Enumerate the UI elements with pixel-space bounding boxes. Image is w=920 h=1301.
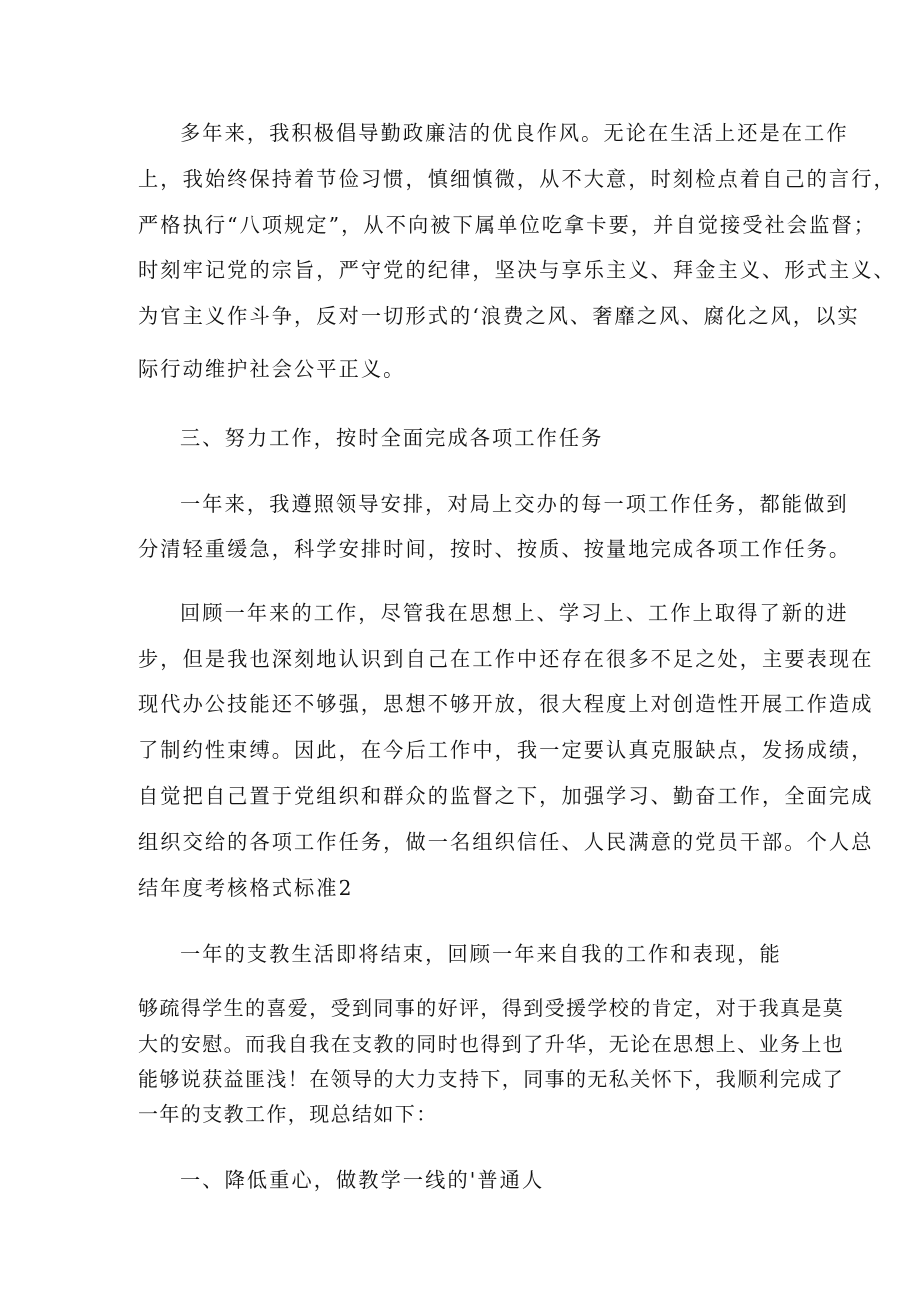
paragraph-line: 现代办公技能还不够强，思想不够开放，很大程度上对创造性开展工作造成 xyxy=(138,692,874,716)
paragraph-line: 组织交给的各项工作任务，做一名组织信任、人民满意的党员干部。个人总 xyxy=(138,830,874,854)
paragraph-line: 结年度考核格式标准2 xyxy=(138,876,354,900)
paragraph-line: 分清轻重缓急，科学安排时间，按时、按质、按量地完成各项工作任务。 xyxy=(138,537,852,561)
section-heading: 一、降低重心，做教学一线的'普通人 xyxy=(180,1168,545,1192)
paragraph-line: 回顾一年来的工作，尽管我在思想上、学习上、工作上取得了新的进 xyxy=(180,601,849,625)
paragraph-line: 一年的支教生活即将结束，回顾一年来自我的工作和表现，能 xyxy=(180,942,782,966)
paragraph-line: 大的安慰。而我自我在支教的同时也得到了升华，无论在思想上、业务上也 xyxy=(138,1032,845,1056)
paragraph-line: 了制约性束缚。因此，在今后工作中，我一定要认真克服缺点，发扬成绩， xyxy=(138,738,874,762)
paragraph-line: 为官主义作斗争，反对一切形式的‘浪费之风、奢靡之风、腐化之风，以实 xyxy=(138,304,860,328)
paragraph-line: 步，但是我也深刻地认识到自己在工作中还存在很多不足之处，主要表现在 xyxy=(138,647,874,671)
paragraph-line: 一年的支教工作，现总结如下： xyxy=(138,1102,438,1126)
paragraph-line: 够疏得学生的喜爱，受到同事的好评，得到受援学校的肯定，对于我真是莫 xyxy=(138,996,845,1020)
section-heading: 三、努力工作，按时全面完成各项工作任务 xyxy=(180,426,604,450)
paragraph-line: 际行动维护社会公平正义。 xyxy=(138,357,406,381)
paragraph-line: 时刻牢记党的宗旨，严守党的纪律，坚决与享乐主义、拜金主义、形式主义、 xyxy=(138,258,896,282)
paragraph-line: 严格执行“八项规定”，从不向被下属单位吃拿卡要，并自觉接受社会监督； xyxy=(138,213,877,237)
paragraph-line: 多年来，我积极倡导勤政廉洁的优良作风。无论在生活上还是在工作 xyxy=(180,121,849,145)
paragraph-line: 能够说获益匪浅！在领导的大力支持下，同事的无私关怀下，我顺利完成了 xyxy=(138,1067,845,1091)
paragraph-line: 上，我始终保持着节俭习惯，慎细慎微，从不大意，时刻检点着自己的言行， xyxy=(138,167,896,191)
paragraph-line: 自觉把自己置于党组织和群众的监督之下，加强学习、勤奋工作，全面完成 xyxy=(138,784,874,808)
paragraph-line: 一年来，我遵照领导安排，对局上交办的每一项工作任务，都能做到 xyxy=(180,492,849,516)
